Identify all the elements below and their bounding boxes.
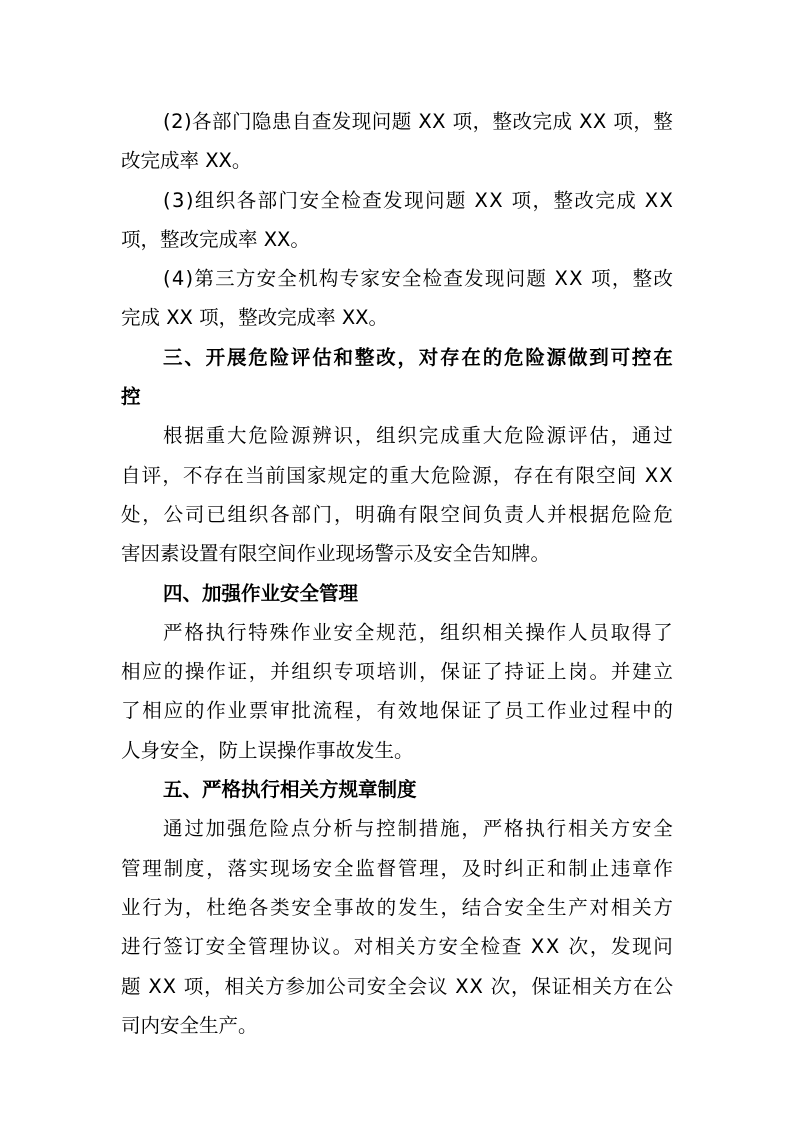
paragraph-line: 业 行 为 ， 杜 绝 各 类 安 全 事 故 的 发 生 ， 结 合 安 全 生 产 对 相 关 方: [121, 895, 673, 919]
paragraph-line: 严 格 执 行 特 殊 作 业 安 全 规 范 ， 组 织 相 关 操 作 人 员 取 得 了: [163, 620, 673, 644]
paragraph-line: 题 X X 项 ， 相 关 方 参 加 公 司 安 全 会 议 X X 次 ， 保 证 相 关 方 在 公: [121, 974, 673, 998]
paragraph-line: 处 ， 公 司 已 组 织 各 部 门 ， 明 确 有 限 空 间 负 责 人 并 根 据 危 险 危: [121, 502, 673, 526]
paragraph-line: 人身安全，防上误操作事故发生。: [121, 738, 414, 762]
paragraph-line: 相 应 的 操 作 证 ， 并 组 织 专 项 培 训 ， 保 证 了 持 证 上 岗 。 并 建 立: [121, 660, 673, 684]
paragraph-line: 完成 XX 项，整改完成率 XX。: [121, 306, 389, 330]
paragraph-line: ( 3 ) 组 织 各 部 门 安 全 检 查 发 现 问 题 X X 项 ， 整 改 完 成 X X: [163, 188, 673, 212]
document-body: [121, 102, 673, 1045]
paragraph-line: 自 评 ， 不 存 在 当 前 国 家 规 定 的 重 大 危 险 源 ， 存 在 有 限 空 间 X X: [121, 463, 673, 487]
paragraph-line: 司内安全生产。: [121, 1013, 258, 1037]
paragraph-line: 了 相 应 的 作 业 票 审 批 流 程 ， 有 效 地 保 证 了 员 工 作 业 过 程 中 的: [121, 699, 673, 723]
paragraph-line: 管 理 制 度 ， 落 实 现 场 安 全 监 督 管 理 ， 及 时 纠 正 和 制 止 违 章 作: [121, 856, 673, 880]
paragraph-line: 改完成率 XX。: [121, 149, 252, 173]
paragraph-line: 通 过 加 强 危 险 点 分 析 与 控 制 措 施 ， 严 格 执 行 相 关 方 安 全: [163, 817, 673, 841]
section-heading: 四、加强作业安全管理: [163, 581, 359, 605]
paragraph-line: ( 4 ) 第 三 方 安 全 机 构 专 家 安 全 检 查 发 现 问 题 X X 项 ， 整 改: [163, 267, 673, 291]
paragraph-line: 进 行 签 订 安 全 管 理 协 议 。 对 相 关 方 安 全 检 查 X X 次 ， 发 现 问: [121, 935, 673, 959]
section-heading: 五、严格执行相关方规章制度: [163, 778, 417, 802]
section-heading: 控: [121, 385, 141, 409]
paragraph-line: 项，整改完成率 XX。: [121, 227, 310, 251]
section-heading: 三 、 开 展 危 险 评 估 和 整 改 ， 对 存 在 的 危 险 源 做 到 可 控 在: [163, 345, 673, 369]
paragraph-line: ( 2 ) 各 部 门 隐 患 自 查 发 现 问 题 X X 项 ， 整 改 完 成 X X 项 ， 整: [163, 110, 673, 133]
paragraph-line: 根 据 重 大 危 险 源 辨 识 ， 组 织 完 成 重 大 危 险 源 评 估 ， 通 过: [163, 424, 673, 448]
paragraph-line: 害因素设置有限空间作业现场警示及安全告知牌。: [121, 542, 551, 566]
